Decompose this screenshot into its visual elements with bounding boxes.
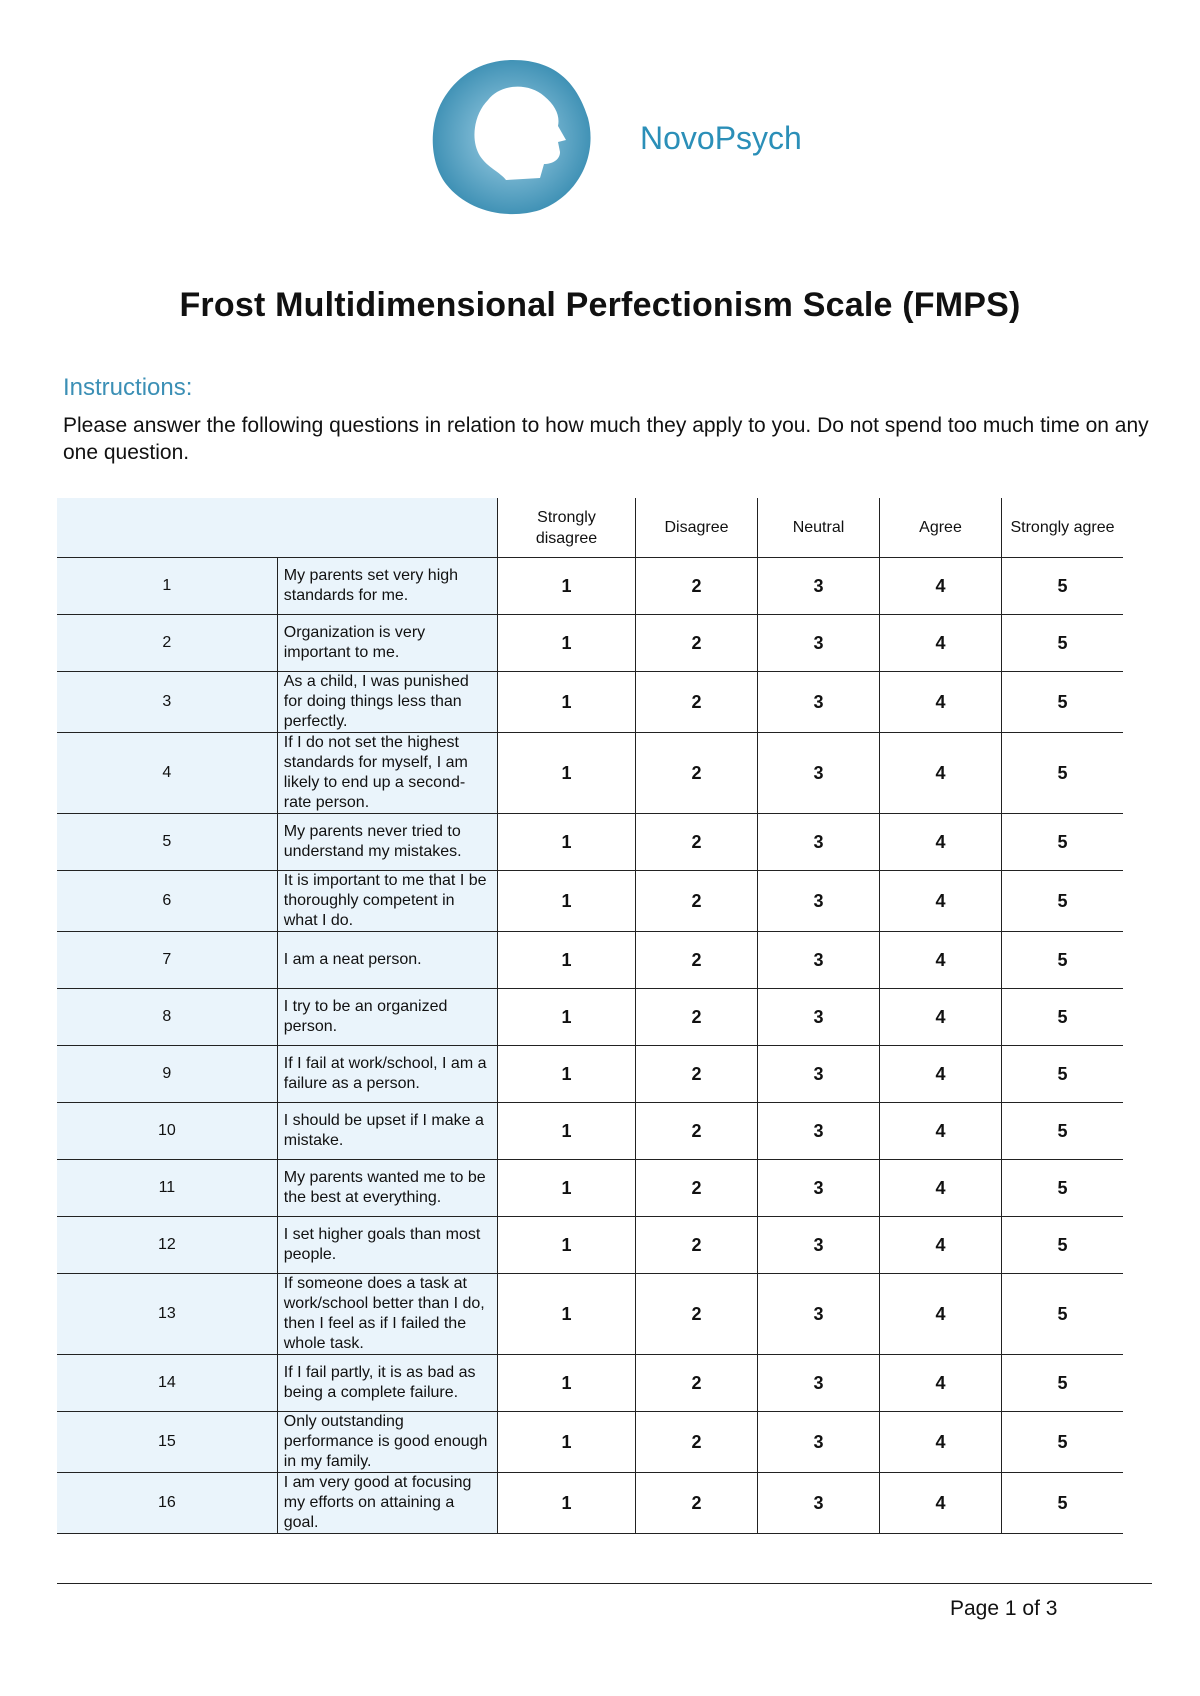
response-option-2[interactable]: 2 xyxy=(636,1412,758,1473)
questions-body xyxy=(57,558,1123,1534)
question-row xyxy=(57,672,1123,733)
response-option-3[interactable]: 3 xyxy=(758,1103,880,1160)
response-option-5[interactable]: 5 xyxy=(1002,871,1124,932)
response-option-4[interactable]: 4 xyxy=(880,733,1002,814)
response-option-4[interactable]: 4 xyxy=(880,558,1002,615)
question-text: Organization is very important to me. xyxy=(277,615,497,672)
response-option-2[interactable]: 2 xyxy=(636,558,758,615)
brand-name: NovoPsych xyxy=(640,120,802,156)
question-row xyxy=(57,989,1123,1046)
column-header: Strongly disagree xyxy=(498,498,636,558)
response-option-1[interactable]: 1 xyxy=(498,733,636,814)
response-option-5[interactable]: 5 xyxy=(1002,733,1124,814)
question-row xyxy=(57,733,1123,814)
question-number: 3 xyxy=(57,672,277,733)
question-text: I should be upset if I make a mistake. xyxy=(277,1103,497,1160)
question-row xyxy=(57,1046,1123,1103)
response-option-4[interactable]: 4 xyxy=(880,1103,1002,1160)
response-option-1[interactable]: 1 xyxy=(498,1217,636,1274)
response-option-3[interactable]: 3 xyxy=(758,558,880,615)
response-option-2[interactable]: 2 xyxy=(636,871,758,932)
response-option-1[interactable]: 1 xyxy=(498,615,636,672)
question-number: 2 xyxy=(57,615,277,672)
response-option-1[interactable]: 1 xyxy=(498,1412,636,1473)
question-row xyxy=(57,932,1123,989)
response-option-3[interactable]: 3 xyxy=(758,1355,880,1412)
response-option-4[interactable]: 4 xyxy=(880,814,1002,871)
response-option-2[interactable]: 2 xyxy=(636,1355,758,1412)
response-option-3[interactable]: 3 xyxy=(758,1473,880,1534)
response-option-4[interactable]: 4 xyxy=(880,1217,1002,1274)
response-option-3[interactable]: 3 xyxy=(758,1046,880,1103)
response-option-2[interactable]: 2 xyxy=(636,733,758,814)
response-option-1[interactable]: 1 xyxy=(498,1103,636,1160)
response-option-2[interactable]: 2 xyxy=(636,1103,758,1160)
response-option-4[interactable]: 4 xyxy=(880,1160,1002,1217)
question-text: If someone does a task at work/school better than I do, then I feel as if I failed the whole task. xyxy=(277,1274,497,1355)
response-option-1[interactable]: 1 xyxy=(498,672,636,733)
question-number: 14 xyxy=(57,1355,277,1412)
question-text: If I fail at work/school, I am a failure as a person. xyxy=(277,1046,497,1103)
response-option-3[interactable]: 3 xyxy=(758,1274,880,1355)
response-option-4[interactable]: 4 xyxy=(880,871,1002,932)
response-option-4[interactable]: 4 xyxy=(880,1355,1002,1412)
questionnaire-table xyxy=(57,498,1123,1534)
response-option-3[interactable]: 3 xyxy=(758,989,880,1046)
page-title: Frost Multidimensional Perfectionism Scale (FMPS) xyxy=(179,286,1021,324)
question-row xyxy=(57,615,1123,672)
response-option-3[interactable]: 3 xyxy=(758,672,880,733)
question-number: 1 xyxy=(57,558,277,615)
question-number: 13 xyxy=(57,1274,277,1355)
instructions-text: Please answer the following questions in relation to how much they apply to you. Do not spend too much time on any one question. xyxy=(63,414,1149,464)
response-option-4[interactable]: 4 xyxy=(880,989,1002,1046)
response-option-5[interactable]: 5 xyxy=(1002,932,1124,989)
question-number: 4 xyxy=(57,733,277,814)
response-option-4[interactable]: 4 xyxy=(880,672,1002,733)
question-row xyxy=(57,1473,1123,1534)
question-text: I am a neat person. xyxy=(277,932,497,989)
header-row xyxy=(57,498,1123,558)
question-number: 7 xyxy=(57,932,277,989)
question-row xyxy=(57,1274,1123,1355)
instructions-heading: Instructions: xyxy=(63,374,193,401)
response-option-5[interactable]: 5 xyxy=(1002,1103,1124,1160)
column-header: Strongly agree xyxy=(1002,498,1124,558)
response-option-1[interactable]: 1 xyxy=(498,989,636,1046)
response-option-1[interactable]: 1 xyxy=(498,814,636,871)
response-option-5[interactable]: 5 xyxy=(1002,989,1124,1046)
response-option-4[interactable]: 4 xyxy=(880,1274,1002,1355)
novopsych-logo-icon xyxy=(428,56,598,216)
footer-divider xyxy=(57,1583,1152,1584)
question-text: I am very good at focusing my efforts on attaining a goal. xyxy=(277,1473,497,1534)
response-option-1[interactable]: 1 xyxy=(498,1473,636,1534)
header-blank xyxy=(57,498,498,558)
question-row xyxy=(57,871,1123,932)
question-number: 8 xyxy=(57,989,277,1046)
question-row xyxy=(57,1412,1123,1473)
response-option-1[interactable]: 1 xyxy=(498,558,636,615)
response-option-2[interactable]: 2 xyxy=(636,672,758,733)
response-option-4[interactable]: 4 xyxy=(880,1046,1002,1103)
question-text: I try to be an organized person. xyxy=(277,989,497,1046)
response-option-5[interactable]: 5 xyxy=(1002,1160,1124,1217)
question-text: I set higher goals than most people. xyxy=(277,1217,497,1274)
column-header: Disagree xyxy=(636,498,758,558)
response-option-5[interactable]: 5 xyxy=(1002,814,1124,871)
response-option-5[interactable]: 5 xyxy=(1002,558,1124,615)
response-option-2[interactable]: 2 xyxy=(636,1274,758,1355)
response-option-3[interactable]: 3 xyxy=(758,932,880,989)
question-text: Only outstanding performance is good enough in my family. xyxy=(277,1412,497,1473)
response-option-2[interactable]: 2 xyxy=(636,814,758,871)
question-number: 12 xyxy=(57,1217,277,1274)
response-option-1[interactable]: 1 xyxy=(498,871,636,932)
question-text: If I do not set the highest standards for myself, I am likely to end up a second-rate person. xyxy=(277,733,497,814)
response-option-5[interactable]: 5 xyxy=(1002,1217,1124,1274)
response-option-2[interactable]: 2 xyxy=(636,615,758,672)
response-option-3[interactable]: 3 xyxy=(758,615,880,672)
response-option-5[interactable]: 5 xyxy=(1002,672,1124,733)
response-option-4[interactable]: 4 xyxy=(880,932,1002,989)
question-text: As a child, I was punished for doing things less than perfectly. xyxy=(277,672,497,733)
question-row xyxy=(57,1103,1123,1160)
question-row xyxy=(57,558,1123,615)
response-option-3[interactable]: 3 xyxy=(758,733,880,814)
response-option-5[interactable]: 5 xyxy=(1002,1412,1124,1473)
response-option-2[interactable]: 2 xyxy=(636,1217,758,1274)
question-text: It is important to me that I be thoroughly competent in what I do. xyxy=(277,871,497,932)
question-number: 6 xyxy=(57,871,277,932)
response-option-1[interactable]: 1 xyxy=(498,1274,636,1355)
question-text: If I fail partly, it is as bad as being a complete failure. xyxy=(277,1355,497,1412)
response-option-2[interactable]: 2 xyxy=(636,1046,758,1103)
response-option-4[interactable]: 4 xyxy=(880,615,1002,672)
page-number: Page 1 of 3 xyxy=(950,1597,1058,1620)
response-option-5[interactable]: 5 xyxy=(1002,1473,1124,1534)
response-option-4[interactable]: 4 xyxy=(880,1473,1002,1534)
question-text: My parents wanted me to be the best at everything. xyxy=(277,1160,497,1217)
response-option-3[interactable]: 3 xyxy=(758,814,880,871)
response-option-2[interactable]: 2 xyxy=(636,932,758,989)
response-option-5[interactable]: 5 xyxy=(1002,1046,1124,1103)
response-option-3[interactable]: 3 xyxy=(758,1412,880,1473)
question-number: 9 xyxy=(57,1046,277,1103)
response-option-4[interactable]: 4 xyxy=(880,1412,1002,1473)
column-header: Neutral xyxy=(758,498,880,558)
response-option-3[interactable]: 3 xyxy=(758,1217,880,1274)
question-number: 10 xyxy=(57,1103,277,1160)
response-option-2[interactable]: 2 xyxy=(636,1473,758,1534)
question-row xyxy=(57,814,1123,871)
response-option-2[interactable]: 2 xyxy=(636,1160,758,1217)
response-option-3[interactable]: 3 xyxy=(758,871,880,932)
response-option-3[interactable]: 3 xyxy=(758,1160,880,1217)
question-text: My parents never tried to understand my mistakes. xyxy=(277,814,497,871)
response-option-1[interactable]: 1 xyxy=(498,1160,636,1217)
response-option-5[interactable]: 5 xyxy=(1002,615,1124,672)
question-row xyxy=(57,1355,1123,1412)
question-row xyxy=(57,1217,1123,1274)
question-number: 11 xyxy=(57,1160,277,1217)
response-option-1[interactable]: 1 xyxy=(498,932,636,989)
response-option-1[interactable]: 1 xyxy=(498,1046,636,1103)
response-option-1[interactable]: 1 xyxy=(498,1355,636,1412)
question-number: 16 xyxy=(57,1473,277,1534)
question-number: 5 xyxy=(57,814,277,871)
response-option-5[interactable]: 5 xyxy=(1002,1274,1124,1355)
question-number: 15 xyxy=(57,1412,277,1473)
question-text: My parents set very high standards for me. xyxy=(277,558,497,615)
response-option-5[interactable]: 5 xyxy=(1002,1355,1124,1412)
column-header: Agree xyxy=(880,498,1002,558)
question-row xyxy=(57,1160,1123,1217)
response-option-2[interactable]: 2 xyxy=(636,989,758,1046)
